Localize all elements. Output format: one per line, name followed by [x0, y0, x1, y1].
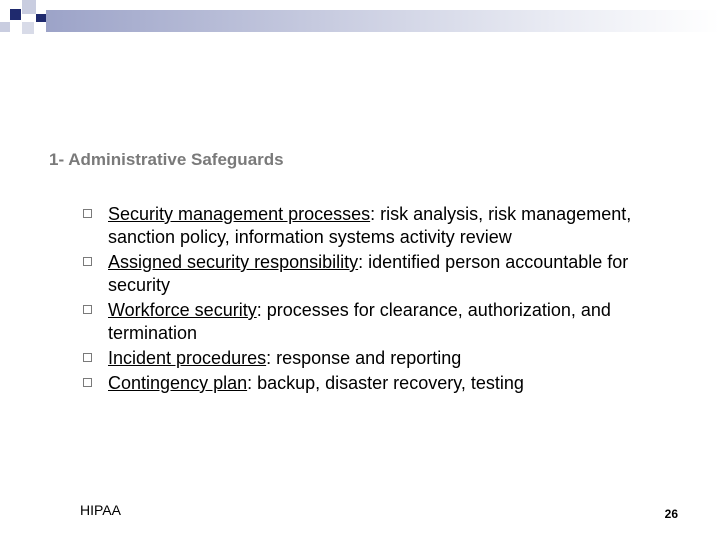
decorative-square [10, 9, 21, 20]
bullet-term: Contingency plan [108, 373, 248, 393]
bullet-term: Security management processes [108, 204, 371, 224]
bullet-text: : response and reporting [266, 348, 462, 368]
hollow-square-bullet-icon [83, 378, 92, 387]
decorative-square [0, 22, 10, 32]
footer-label: HIPAA [80, 502, 121, 518]
bullet-text: : identified person accountable for security [108, 252, 629, 295]
page-number: 26 [664, 507, 678, 521]
decorative-square [22, 22, 34, 34]
bullet-text: : processes for clearance, authorization, and termination [108, 300, 611, 343]
bullet-item [80, 251, 640, 297]
bullet-list [80, 203, 640, 397]
slide-heading: 1- Administrative Safeguards [49, 150, 284, 169]
bullet-item [80, 299, 640, 345]
decorative-square [22, 0, 36, 14]
bullet-term: Assigned security responsibility [108, 252, 359, 272]
bullet-text: : backup, disaster recovery, testing [247, 373, 524, 393]
bullet-item [80, 203, 640, 249]
hollow-square-bullet-icon [83, 353, 92, 362]
hollow-square-bullet-icon [83, 305, 92, 314]
decorative-square [36, 14, 46, 22]
hollow-square-bullet-icon [83, 257, 92, 266]
bullet-term: Workforce security [108, 300, 257, 320]
header-gradient-bar [46, 10, 720, 32]
bullet-term: Incident procedures [108, 348, 267, 368]
hollow-square-bullet-icon [83, 209, 92, 218]
bullet-text: : risk analysis, risk management, sanction policy, information systems activity review [108, 204, 632, 247]
bullet-item [80, 372, 640, 395]
bullet-item [80, 347, 640, 370]
